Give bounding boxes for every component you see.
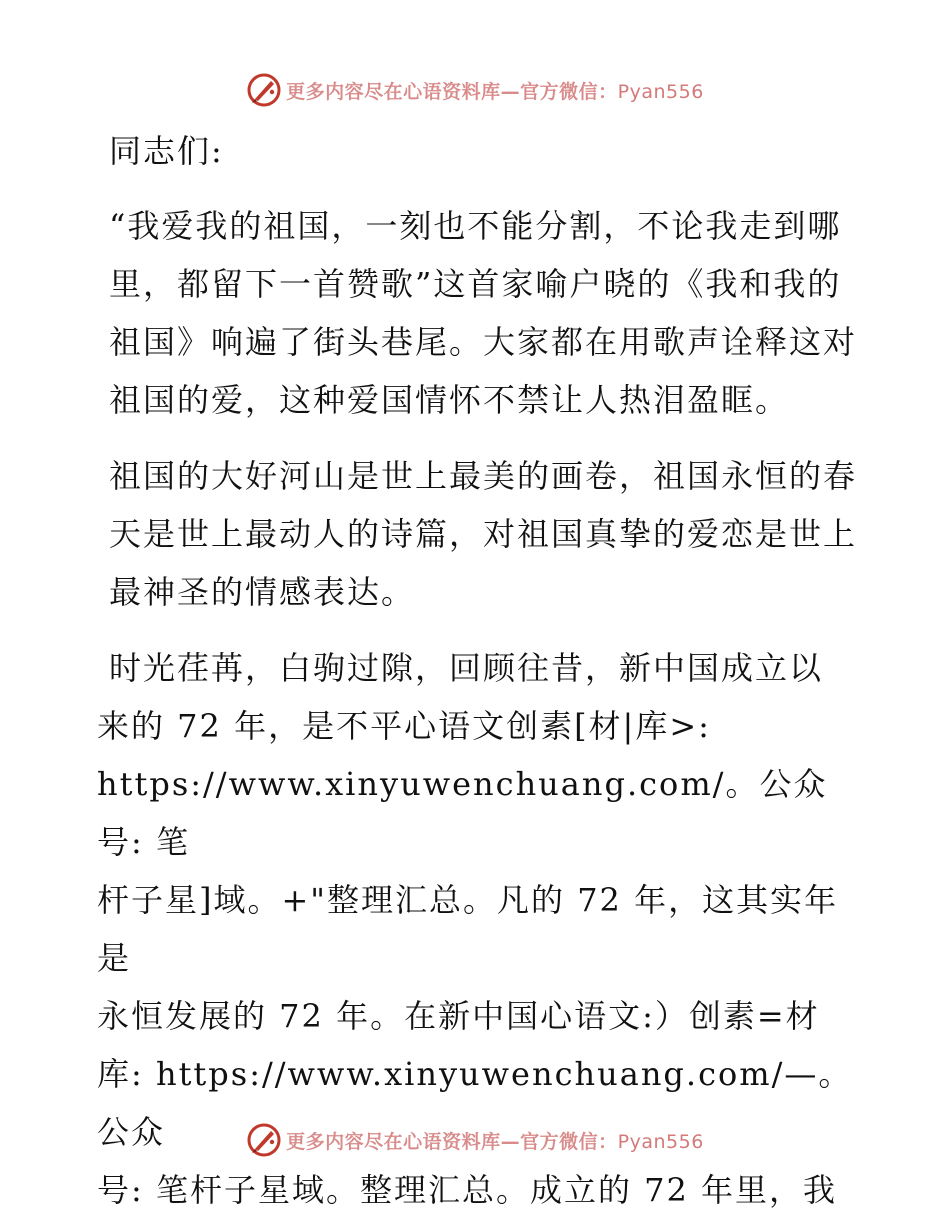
paragraph-3-line: https://www.xinyuwenchuang.com/。公众号: 笔 <box>97 765 828 861</box>
wechat-id: Pyan556 <box>617 80 704 103</box>
paragraph-3-line: 库: https://www.xinyuwenchuang.com/—。公众 <box>97 1055 853 1151</box>
paragraph-3-line: 时光荏苒，白驹过隙，回顾往昔，新中国成立以 <box>109 649 824 687</box>
paragraph-1: “我爱我的祖国，一刻也不能分割，不论我走到哪里，都留下一首赞歌”这首家喻户晓的《我和我的祖国》响遍了街头巷尾。大家都在用歌声诠释这对祖国的爱，这种爱国情怀不禁让人热泪盈眶。 <box>109 207 858 419</box>
paragraph-3-line: 永恒发展的 72 年。在新中国心语文:）创素=材 <box>97 997 820 1035</box>
quill-logo-icon <box>246 1122 282 1158</box>
wechat-id: Pyan556 <box>617 1130 704 1153</box>
paragraph-3-line: 号: 笔杆子星域。整理汇总。成立的 72 年里，我 <box>97 1171 838 1209</box>
header-banner <box>0 70 950 110</box>
banner-text: 更多内容尽在心语资料库—官方微信：Pyan556 <box>286 80 704 103</box>
quill-logo-icon <box>246 72 282 108</box>
paragraph-3-line: 杆子星]域。+"整理汇总。凡的 72 年，这其实年是 <box>97 881 839 977</box>
banner-text: 更多内容尽在心语资料库—官方微信：Pyan556 <box>286 1130 704 1153</box>
document-body <box>97 122 857 1219</box>
greeting: 同志们: <box>109 132 224 170</box>
paragraph-3-line: 来的 72 年，是不平心语文创素[材|库>: <box>97 707 711 745</box>
footer-banner <box>0 1120 950 1160</box>
paragraph-2: 祖国的大好河山是世上最美的画卷，祖国永恒的春天是世上最动人的诗篇，对祖国真挚的爱恋是世上最神圣的情感表达。 <box>109 457 858 611</box>
